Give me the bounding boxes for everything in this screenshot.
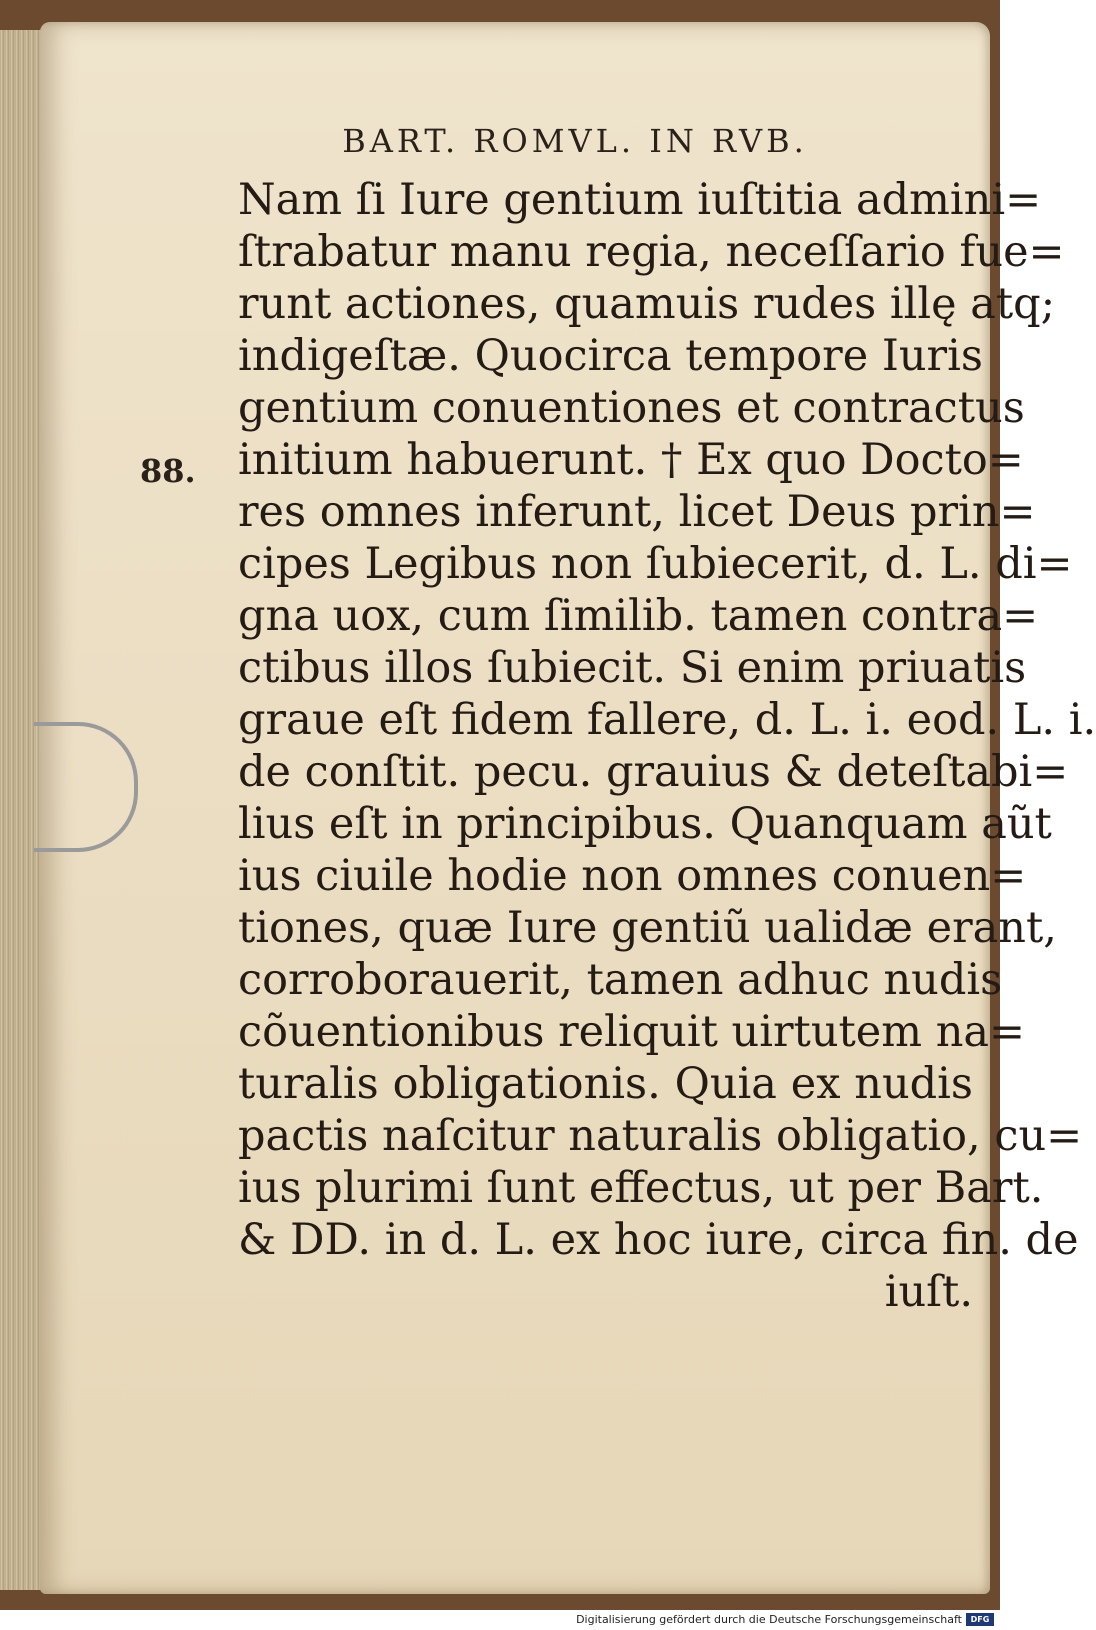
text-line: gentium conuentiones et contractus: [238, 383, 1025, 433]
dfg-logo: DFG: [966, 1613, 994, 1626]
text-line: lius eſt in principibus. Quanquam aũt: [238, 799, 1052, 849]
margin-number: 88.: [140, 452, 196, 490]
text-line: de conſtit. pecu. grauius & deteſtabi=: [238, 747, 1069, 797]
text-line: pactis naſcitur naturalis obligatio, cu=: [238, 1111, 1083, 1161]
text-line: turalis obligationis. Quia ex nudis: [238, 1059, 973, 1109]
text-line: indigeſtæ. Quocirca tempore Iuris: [238, 331, 983, 381]
text-line: Nam ſi Iure gentium iuſtitia admini=: [238, 175, 1042, 225]
text-line: tiones, quæ Iure gentiũ ualidæ erant,: [238, 903, 1057, 953]
text-line: ius ciuile hodie non omnes conuen=: [238, 851, 1027, 901]
catchword: iuſt.: [884, 1267, 973, 1317]
text-line: ſtrabatur manu regia, neceſſario fue=: [238, 227, 1065, 277]
footer-credit: Digitalisierung gefördert durch die Deutsche Forschungsgemeinschaft: [576, 1613, 962, 1626]
text-line: corroborauerit, tamen adhuc nudis: [238, 955, 1003, 1005]
footer-bar: [0, 1610, 1000, 1630]
page-clip: [34, 722, 138, 852]
text-line: & DD. in d. L. ex hoc iure, circa fin. de: [238, 1215, 1079, 1265]
text-line: gna uox, cum ſimilib. tamen contra=: [238, 591, 1039, 641]
text-line: res omnes inferunt, licet Deus prin=: [238, 487, 1036, 537]
text-line: ctibus illos ſubiecit. Si enim priuatis: [238, 643, 1027, 693]
book-page: [40, 22, 1096, 1594]
running-header: BART. ROMVL. IN RVB.: [342, 122, 808, 160]
text-line: graue eſt fidem fallere, d. L. i. eod. L. i.: [238, 695, 1096, 745]
text-line: cipes Legibus non ſubiecerit, d. L. di=: [238, 539, 1073, 589]
text-block: [238, 174, 1096, 1318]
text-line: cõuentionibus reliquit uirtutem na=: [238, 1007, 1026, 1057]
text-line: ius plurimi ſunt effectus, ut per Bart.: [238, 1163, 1044, 1213]
text-line: initium habuerunt. † Ex quo Docto=: [238, 435, 1024, 485]
text-line: runt actiones, quamuis rudes illę atq;: [238, 279, 1056, 329]
